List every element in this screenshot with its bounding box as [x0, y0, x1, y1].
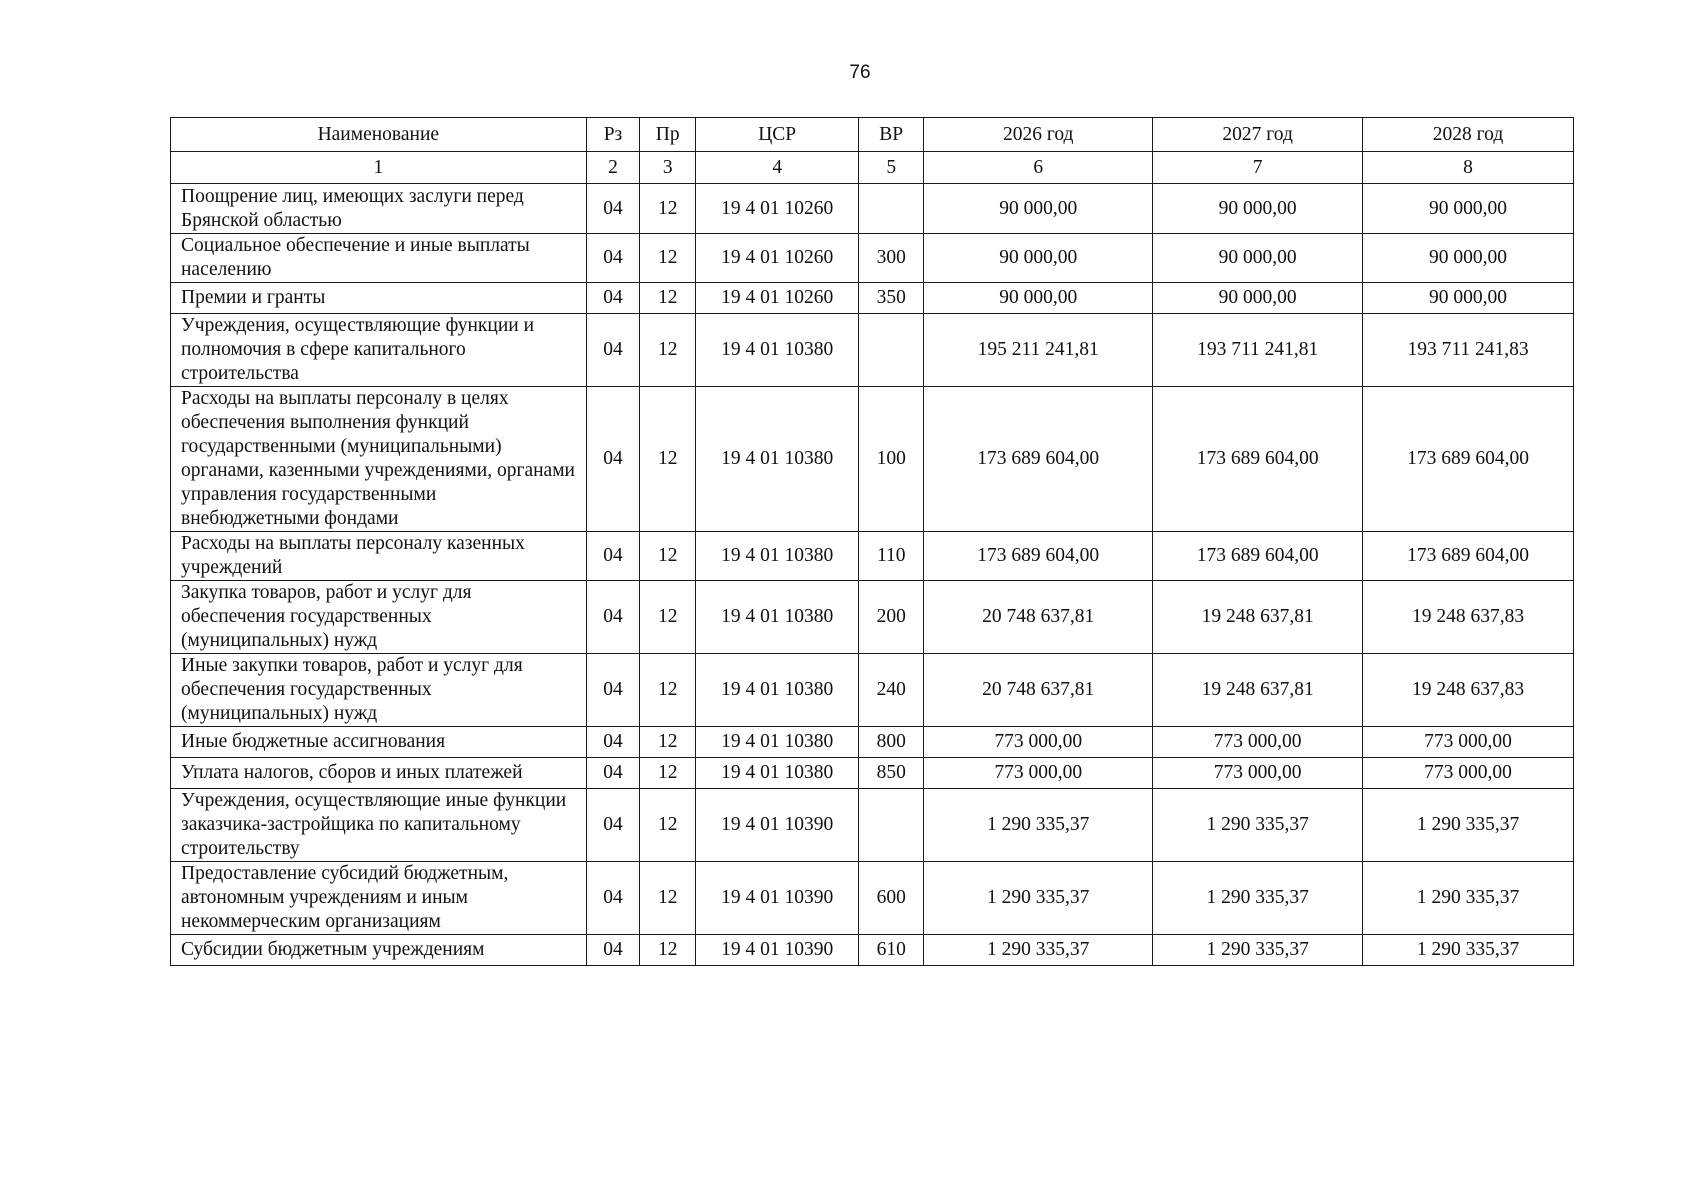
cell-pr: 12 [640, 862, 696, 935]
cell-csr: 19 4 01 10380 [696, 758, 859, 789]
cell-name: Премии и гранты [171, 283, 587, 314]
budget-table [170, 117, 1574, 966]
cell-rz: 04 [586, 387, 640, 532]
cell-2027: 173 689 604,00 [1153, 387, 1363, 532]
table-row [171, 581, 1574, 654]
cell-csr: 19 4 01 10380 [696, 532, 859, 581]
cell-rz: 04 [586, 789, 640, 862]
column-number: 2 [586, 152, 640, 184]
cell-2027: 173 689 604,00 [1153, 532, 1363, 581]
cell-pr: 12 [640, 184, 696, 234]
cell-2028: 1 290 335,37 [1363, 935, 1574, 966]
table-row [171, 184, 1574, 234]
header-pr: Пр [640, 118, 696, 152]
cell-vr: 200 [859, 581, 924, 654]
cell-2027: 19 248 637,81 [1153, 581, 1363, 654]
table-row [171, 654, 1574, 727]
cell-2028: 773 000,00 [1363, 758, 1574, 789]
cell-2028: 90 000,00 [1363, 234, 1574, 283]
cell-vr [859, 184, 924, 234]
cell-2028: 173 689 604,00 [1363, 532, 1574, 581]
cell-name: Поощрение лиц, имеющих заслуги перед Брянской областью [171, 184, 587, 234]
cell-2027: 90 000,00 [1153, 184, 1363, 234]
cell-pr: 12 [640, 314, 696, 387]
cell-2026: 773 000,00 [924, 758, 1153, 789]
cell-pr: 12 [640, 789, 696, 862]
cell-csr: 19 4 01 10380 [696, 581, 859, 654]
cell-csr: 19 4 01 10390 [696, 789, 859, 862]
cell-name: Учреждения, осуществляющие иные функции заказчика-застройщика по капитальному строительству [171, 789, 587, 862]
cell-csr: 19 4 01 10380 [696, 727, 859, 758]
header-name: Наименование [171, 118, 587, 152]
header-2027: 2027 год [1153, 118, 1363, 152]
cell-2027: 1 290 335,37 [1153, 862, 1363, 935]
header-2028: 2028 год [1363, 118, 1574, 152]
table-row [171, 387, 1574, 532]
cell-2026: 1 290 335,37 [924, 789, 1153, 862]
cell-2027: 1 290 335,37 [1153, 789, 1363, 862]
cell-vr: 100 [859, 387, 924, 532]
column-number-row [171, 152, 1574, 184]
table-row [171, 862, 1574, 935]
cell-2027: 19 248 637,81 [1153, 654, 1363, 727]
cell-2026: 90 000,00 [924, 283, 1153, 314]
cell-vr: 350 [859, 283, 924, 314]
cell-rz: 04 [586, 184, 640, 234]
cell-vr [859, 314, 924, 387]
cell-pr: 12 [640, 283, 696, 314]
cell-2026: 1 290 335,37 [924, 935, 1153, 966]
cell-name: Социальное обеспечение и иные выплаты населению [171, 234, 587, 283]
cell-name: Расходы на выплаты персоналу в целях обеспечения выполнения функций государственными (муниципальными) органами, казенными учреждениями, органами управления государственными внебюджетными фондами [171, 387, 587, 532]
table-row [171, 935, 1574, 966]
cell-csr: 19 4 01 10390 [696, 862, 859, 935]
cell-2027: 193 711 241,81 [1153, 314, 1363, 387]
cell-name: Учреждения, осуществляющие функции и полномочия в сфере капитального строительства [171, 314, 587, 387]
cell-csr: 19 4 01 10390 [696, 935, 859, 966]
cell-rz: 04 [586, 727, 640, 758]
column-number: 6 [924, 152, 1153, 184]
cell-rz: 04 [586, 283, 640, 314]
cell-csr: 19 4 01 10380 [696, 654, 859, 727]
cell-2026: 1 290 335,37 [924, 862, 1153, 935]
column-number: 5 [859, 152, 924, 184]
column-number: 1 [171, 152, 587, 184]
cell-2026: 90 000,00 [924, 184, 1153, 234]
cell-2027: 1 290 335,37 [1153, 935, 1363, 966]
cell-vr: 850 [859, 758, 924, 789]
table-row [171, 283, 1574, 314]
cell-2028: 173 689 604,00 [1363, 387, 1574, 532]
cell-2026: 773 000,00 [924, 727, 1153, 758]
cell-2026: 173 689 604,00 [924, 532, 1153, 581]
column-number: 4 [696, 152, 859, 184]
column-number: 8 [1363, 152, 1574, 184]
cell-2027: 773 000,00 [1153, 727, 1363, 758]
cell-name: Иные бюджетные ассигнования [171, 727, 587, 758]
cell-2026: 173 689 604,00 [924, 387, 1153, 532]
column-number: 7 [1153, 152, 1363, 184]
header-csr: ЦСР [696, 118, 859, 152]
cell-rz: 04 [586, 581, 640, 654]
header-rz: Рз [586, 118, 640, 152]
cell-rz: 04 [586, 234, 640, 283]
cell-rz: 04 [586, 532, 640, 581]
table-row [171, 758, 1574, 789]
cell-2026: 20 748 637,81 [924, 654, 1153, 727]
cell-vr: 800 [859, 727, 924, 758]
cell-pr: 12 [640, 935, 696, 966]
cell-vr [859, 789, 924, 862]
cell-2028: 193 711 241,83 [1363, 314, 1574, 387]
page-number: 76 [849, 62, 871, 83]
cell-name: Уплата налогов, сборов и иных платежей [171, 758, 587, 789]
cell-2028: 19 248 637,83 [1363, 654, 1574, 727]
cell-name: Расходы на выплаты персоналу казенных учреждений [171, 532, 587, 581]
cell-2026: 195 211 241,81 [924, 314, 1153, 387]
table-row [171, 727, 1574, 758]
table-row [171, 532, 1574, 581]
cell-name: Субсидии бюджетным учреждениям [171, 935, 587, 966]
cell-2027: 773 000,00 [1153, 758, 1363, 789]
cell-rz: 04 [586, 758, 640, 789]
table-row [171, 789, 1574, 862]
cell-pr: 12 [640, 234, 696, 283]
table-row [171, 234, 1574, 283]
cell-2027: 90 000,00 [1153, 234, 1363, 283]
cell-2028: 1 290 335,37 [1363, 862, 1574, 935]
cell-pr: 12 [640, 654, 696, 727]
cell-2027: 90 000,00 [1153, 283, 1363, 314]
cell-2028: 19 248 637,83 [1363, 581, 1574, 654]
cell-rz: 04 [586, 935, 640, 966]
cell-csr: 19 4 01 10380 [696, 387, 859, 532]
cell-pr: 12 [640, 581, 696, 654]
cell-2026: 90 000,00 [924, 234, 1153, 283]
cell-name: Иные закупки товаров, работ и услуг для обеспечения государственных (муниципальных) нужд [171, 654, 587, 727]
cell-pr: 12 [640, 758, 696, 789]
cell-pr: 12 [640, 387, 696, 532]
header-vr: ВР [859, 118, 924, 152]
header-2026: 2026 год [924, 118, 1153, 152]
cell-vr: 610 [859, 935, 924, 966]
cell-csr: 19 4 01 10260 [696, 283, 859, 314]
cell-pr: 12 [640, 727, 696, 758]
column-number: 3 [640, 152, 696, 184]
cell-2028: 90 000,00 [1363, 184, 1574, 234]
cell-pr: 12 [640, 532, 696, 581]
cell-csr: 19 4 01 10260 [696, 184, 859, 234]
cell-2028: 90 000,00 [1363, 283, 1574, 314]
cell-2026: 20 748 637,81 [924, 581, 1153, 654]
header-row [171, 118, 1574, 152]
cell-rz: 04 [586, 862, 640, 935]
cell-rz: 04 [586, 314, 640, 387]
cell-rz: 04 [586, 654, 640, 727]
cell-vr: 300 [859, 234, 924, 283]
table-row [171, 314, 1574, 387]
cell-name: Закупка товаров, работ и услуг для обеспечения государственных (муниципальных) нужд [171, 581, 587, 654]
cell-vr: 600 [859, 862, 924, 935]
cell-2028: 1 290 335,37 [1363, 789, 1574, 862]
cell-2028: 773 000,00 [1363, 727, 1574, 758]
cell-name: Предоставление субсидий бюджетным, автономным учреждениям и иным некоммерческим организациям [171, 862, 587, 935]
cell-vr: 240 [859, 654, 924, 727]
cell-csr: 19 4 01 10260 [696, 234, 859, 283]
cell-vr: 110 [859, 532, 924, 581]
cell-csr: 19 4 01 10380 [696, 314, 859, 387]
